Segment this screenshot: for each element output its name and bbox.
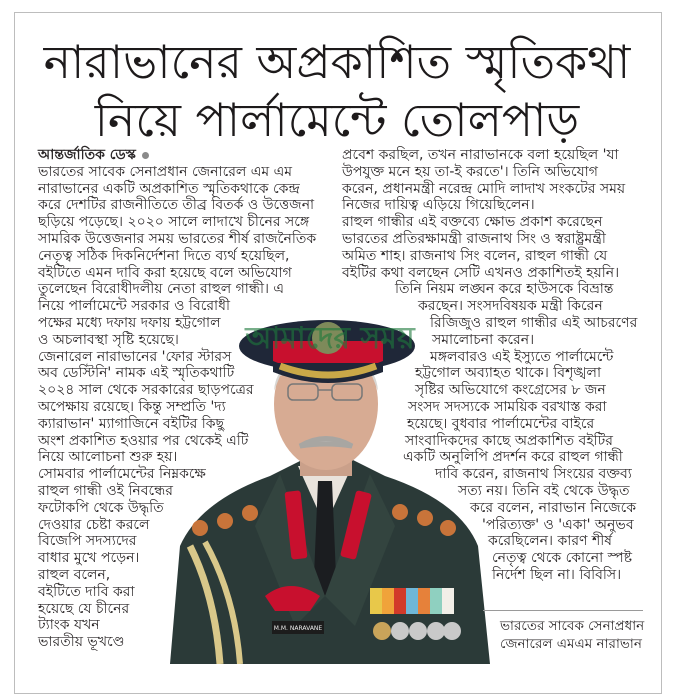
right-column-line: 'পরিত্যক্ত' ও 'একা' অনুভব: [482, 516, 634, 533]
left-column-line: সোমবার পার্লামেন্টের নিম্নকক্ষে: [38, 466, 206, 483]
left-column-line: পক্ষের মধ্যে দফায় দফায় হট্টগোল: [38, 315, 221, 331]
left-column-line: হয়েছে যে চীনের: [38, 600, 130, 617]
right-column-line: নিজের দায়িত্ব এড়িয়ে গিয়েছিলেন।: [342, 197, 535, 214]
right-column-line: ভারতের প্রতিরক্ষামন্ত্রী রাজনাথ সিং ও স্বরাষ্ট্রমন্ত্রী: [342, 231, 606, 247]
right-column-line: হয়েছে। বুধবার পার্লামেন্টের বাইরে: [407, 415, 595, 432]
right-column-line: একটি অনুলিপি প্রদর্শন করে রাহুল গান্ধী: [403, 449, 623, 466]
left-column-line: দেওয়ার চেষ্টা করলে: [38, 516, 150, 533]
left-column-line: সামরিক উত্তেজনার সময় ভারতের শীর্ষ রাজনৈতিক: [38, 231, 317, 247]
byline-text: আন্তর্জাতিক ডেস্ক: [38, 147, 136, 163]
right-column-line: উপযুক্ত মনে হয় তা-ই করতে'। তিনি অভিযোগ: [342, 163, 598, 180]
left-column-line: অপেক্ষায় রয়েছে। কিন্তু সম্প্রতি 'দ্য: [38, 399, 226, 415]
right-column-line: প্রবেশ করছিল, তখন নারাভানকে বলা হয়েছিল 'যা: [342, 147, 619, 163]
right-column-line: সংসদ সদস্যকে সাময়িক বরখাস্ত করা: [408, 399, 607, 415]
left-column-line: তুলেছেন বিরোধীদলীয় নেতা রাহুল গান্ধী। এ: [38, 281, 285, 298]
photo-caption-line-2: জেনারেল এমএম নারাভান: [500, 636, 642, 652]
left-column-line: ফটোকপি থেকে উদ্ধৃতি: [38, 499, 164, 516]
right-column-line: সৃষ্টির অভিযোগে কংগ্রেসের ৮ জন: [415, 382, 606, 399]
byline: [38, 147, 149, 164]
left-column-line: ২০২৪ সাল থেকে সরকারের ছাড়পত্রের: [38, 382, 254, 399]
right-column-line: রাহুল গান্ধীর এই বক্তব্যে ক্ষোভ প্রকাশ করেছেন: [342, 214, 603, 231]
photo-caption-line-1: ভারতের সাবেক সেনাপ্রধান: [500, 618, 645, 634]
right-column-line: তিনি নিয়ম লঙ্ঘন করে হাউসকে বিভ্রান্ত: [395, 281, 614, 298]
right-column-line: সত্য নয়। তিনি বই থেকে উদ্ধৃত: [458, 483, 630, 499]
left-column-line: অব ডেস্টিনি' নামক এই স্মৃতিকথাটি: [38, 365, 235, 382]
right-column-line: বইটির কথা বলছেন সেটি এখনও প্রকাশিতই হয়নি।: [342, 264, 620, 281]
left-column-line: জেনারেল নারাভানের 'ফোর স্টারস: [38, 348, 232, 365]
right-column-line: দাবি করেন, রাজনাথ সিংয়ের বক্তব্য: [435, 466, 632, 483]
right-column-line: করেছিলেন। কারণ শীর্ষ: [488, 533, 612, 550]
left-column-line: বিজেপি সদস্যদের: [38, 533, 137, 550]
left-column-line: নিয়ে আলোচনা শুরু হয়।: [38, 449, 178, 466]
left-column-line: করে দেশটির রাজনীতিতে তীব্র বিতর্ক ও উত্তেজনা: [38, 197, 315, 214]
right-column-line: নেতৃত্ব থেকে কোনো স্পষ্ট: [492, 550, 633, 567]
right-column-line: অমিত শাহ। রাজনাথ সিং বলেন, রাহুল গান্ধী যে: [342, 247, 608, 264]
right-column-line: করছেন। সংসদবিষয়ক মন্ত্রী কিরেন: [418, 298, 603, 315]
left-column-line: বইটিতে এমন দাবি করা হয়েছে বলে অভিযোগ: [38, 264, 292, 281]
left-column-line: রাহুল বলেন,: [38, 567, 111, 583]
left-column-line: নিয়ে পার্লামেন্টে সরকার ও বিরোধী: [38, 298, 230, 315]
left-column-line: রাহুল গান্ধী ওই নিবন্ধের: [38, 483, 173, 499]
caption-divider: [483, 610, 643, 611]
headline-line-1: নারাভানের অপ্রকাশিত স্মৃতিকথা: [43, 35, 631, 89]
watermark: আমাদের সময়: [245, 321, 415, 356]
left-column-line: ভারতের সাবেক সেনাপ্রধান জেনারেল এম এম: [38, 163, 293, 180]
left-column-line: ছড়িয়ে পড়েছে। ২০২০ সালে লাদাখে চীনের সঙ্গে: [38, 214, 310, 231]
left-column-line: নারাভানের একটি অপ্রকাশিত স্মৃতিকথাকে কেন্দ্র: [38, 180, 300, 197]
headline-line-2: নিয়ে পার্লামেন্টে তোলপাড়: [94, 93, 580, 147]
right-column-line: মঙ্গলবারও এই ইস্যুতে পার্লামেন্টে: [430, 348, 614, 365]
left-column-line: ও অচলাবস্থা সৃষ্টি হয়েছে।: [38, 331, 179, 348]
right-column-line: সাংবাদিকদের কাছে অপ্রকাশিত বইটির: [405, 432, 613, 449]
left-column-line: বাধার মুখে পড়েন।: [38, 550, 140, 567]
left-column-line: ট্যাংক যখন: [38, 617, 100, 634]
right-column-line: নির্দেশ ছিল না। বিবিসি।: [492, 567, 622, 583]
nametag: M.M. NARAVANE: [273, 625, 323, 632]
photo-general-naravane: [160, 296, 490, 664]
left-column-line: অংশ প্রকাশিত হওয়ার পর থেকেই এটি: [38, 432, 249, 449]
right-column-line: করে বলেন, নারাভান নিজেকে: [470, 499, 637, 516]
left-column-line: নেতৃত্ব সঠিক দিকনির্দেশনা দিতে ব্যর্থ হয়েছিল,: [38, 247, 290, 264]
right-column-line: হট্টগোল অব্যাহত থাকে। বিশৃঙ্খলা: [415, 365, 602, 382]
left-column-line: ভারতীয় ভূখণ্ডে: [38, 634, 125, 651]
bullet-icon: [142, 152, 149, 159]
right-column-line: রিজিজুও রাহুল গান্ধীর এই আচরণের: [430, 315, 638, 331]
left-column-line: বইটিতে দাবি করা: [38, 583, 135, 600]
left-column-line: ক্যারাভান' ম্যাগাজিনে বইটির কিছু: [38, 415, 225, 432]
right-column-line: সমালোচনা করেন।: [432, 331, 535, 348]
right-column-line: করেন, প্রধানমন্ত্রী নরেন্দ্র মোদি লাদাখ সংকটের সময়: [342, 180, 626, 197]
